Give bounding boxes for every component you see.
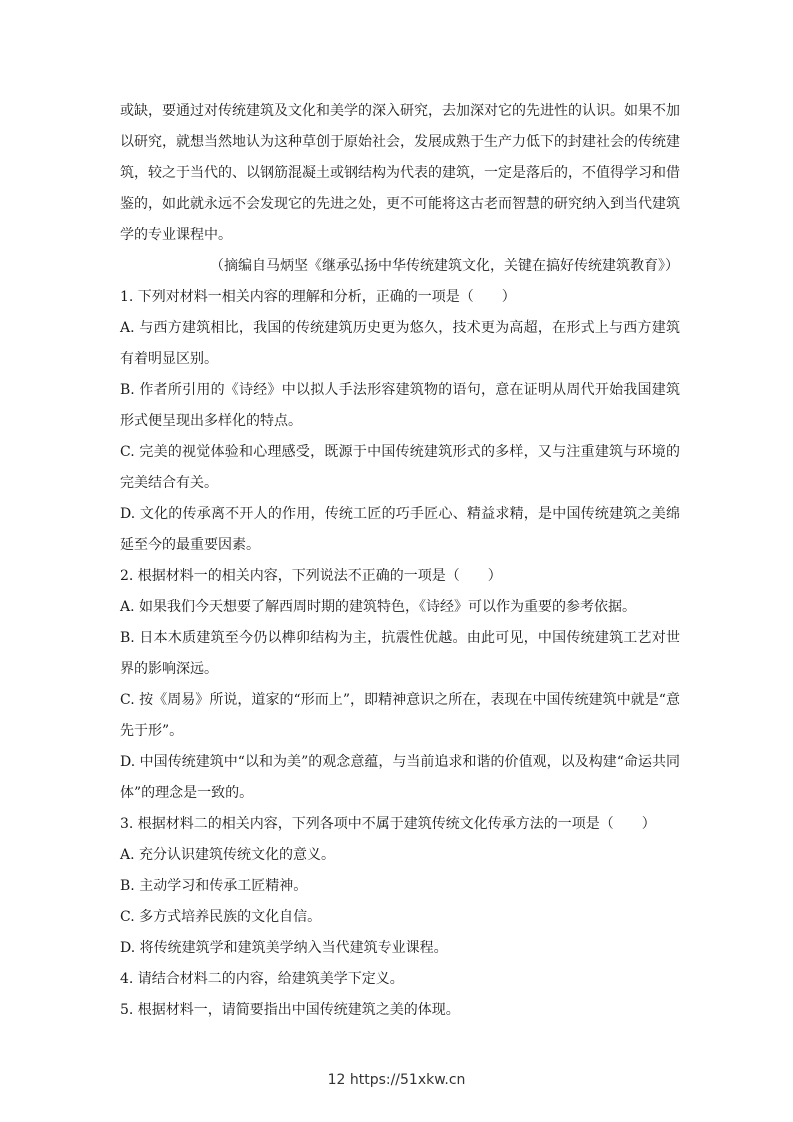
question-3-option-d: D. 将传统建筑学和建筑美学纳入当代建筑专业课程。: [120, 940, 448, 956]
question-2-option-a: A. 如果我们今天想要了解西周时期的建筑特色，《诗经》可以作为重要的参考依据。: [120, 599, 637, 615]
question-3-stem: 3. 根据材料二的相关内容，下列各项中不属于建筑传统文化传承方法的一项是（ ）: [120, 816, 656, 832]
question-3-option-a: A. 充分认识建筑传统文化的意义。: [120, 847, 336, 863]
passage-source: （摘编自马炳坚《继承弘扬中华传统建筑文化，关键在搞好传统建筑教育》）: [210, 258, 679, 274]
question-1-option-d: D. 文化的传承离不开人的作用，传统工匠的巧手匠心、精益求精，是中国传统建筑之美绵延至今的最重要因素。: [120, 506, 680, 553]
question-5-stem: 5. 根据材料一，请简要指出中国传统建筑之美的体现。: [120, 1002, 460, 1018]
question-1-option-c: C. 完美的视觉体验和心理感受，既源于中国传统建筑形式的多样，又与注重建筑与环境的完美结合有关。: [120, 444, 680, 491]
page-footer: 12 https://51xkw.cn: [327, 1072, 466, 1088]
question-2-option-b: B. 日本木质建筑至今仍以榫卯结构为主，抗震性优越。由此可见，中国传统建筑工艺对世界的影响深远。: [120, 630, 680, 677]
question-3-option-b: B. 主动学习和传承工匠精神。: [120, 878, 308, 894]
question-1-stem: 1. 下列对材料一相关内容的理解和分析，正确的一项是（ ）: [120, 289, 516, 305]
question-2-stem: 2. 根据材料一的相关内容，下列说法不正确的一项是（ ）: [120, 568, 502, 584]
question-3-option-c: C. 多方式培养民族的文化自信。: [120, 909, 322, 925]
question-1-option-a: A. 与西方建筑相比，我国的传统建筑历史更为悠久，技术更为高超，在形式上与西方建筑有着明显区别。: [120, 320, 680, 367]
question-2-option-d: D. 中国传统建筑中“以和为美”的观念意蕴，与当前追求和谐的价值观，以及构建“命运共同体”的理念是一致的。: [120, 754, 680, 801]
page-content: [120, 96, 680, 1026]
question-2-option-c: C. 按《周易》所说，道家的“形而上”，即精神意识之所在，表现在中国传统建筑中就是“意先于形”。: [120, 692, 680, 739]
passage-paragraph: 或缺，要通过对传统建筑及文化和美学的深入研究，去加深对它的先进性的认识。如果不加以研究，就想当然地认为这种草创于原始社会，发展成熟于生产力低下的封建社会的传统建筑，较之于当代的、以钢筋混凝土或钢结构为代表的建筑，一定是落后的，不值得学习和借鉴的，如此就永远不会发现它的先进之处，更不可能将这古老而智慧的研究纳入到当代建筑学的专业课程中。: [120, 103, 680, 243]
question-4-stem: 4. 请结合材料二的内容，给建筑美学下定义。: [120, 971, 404, 987]
question-1-option-b: B. 作者所引用的《诗经》中以拟人手法形容建筑物的语句，意在证明从周代开始我国建筑形式便呈现出多样化的特点。: [120, 382, 680, 429]
